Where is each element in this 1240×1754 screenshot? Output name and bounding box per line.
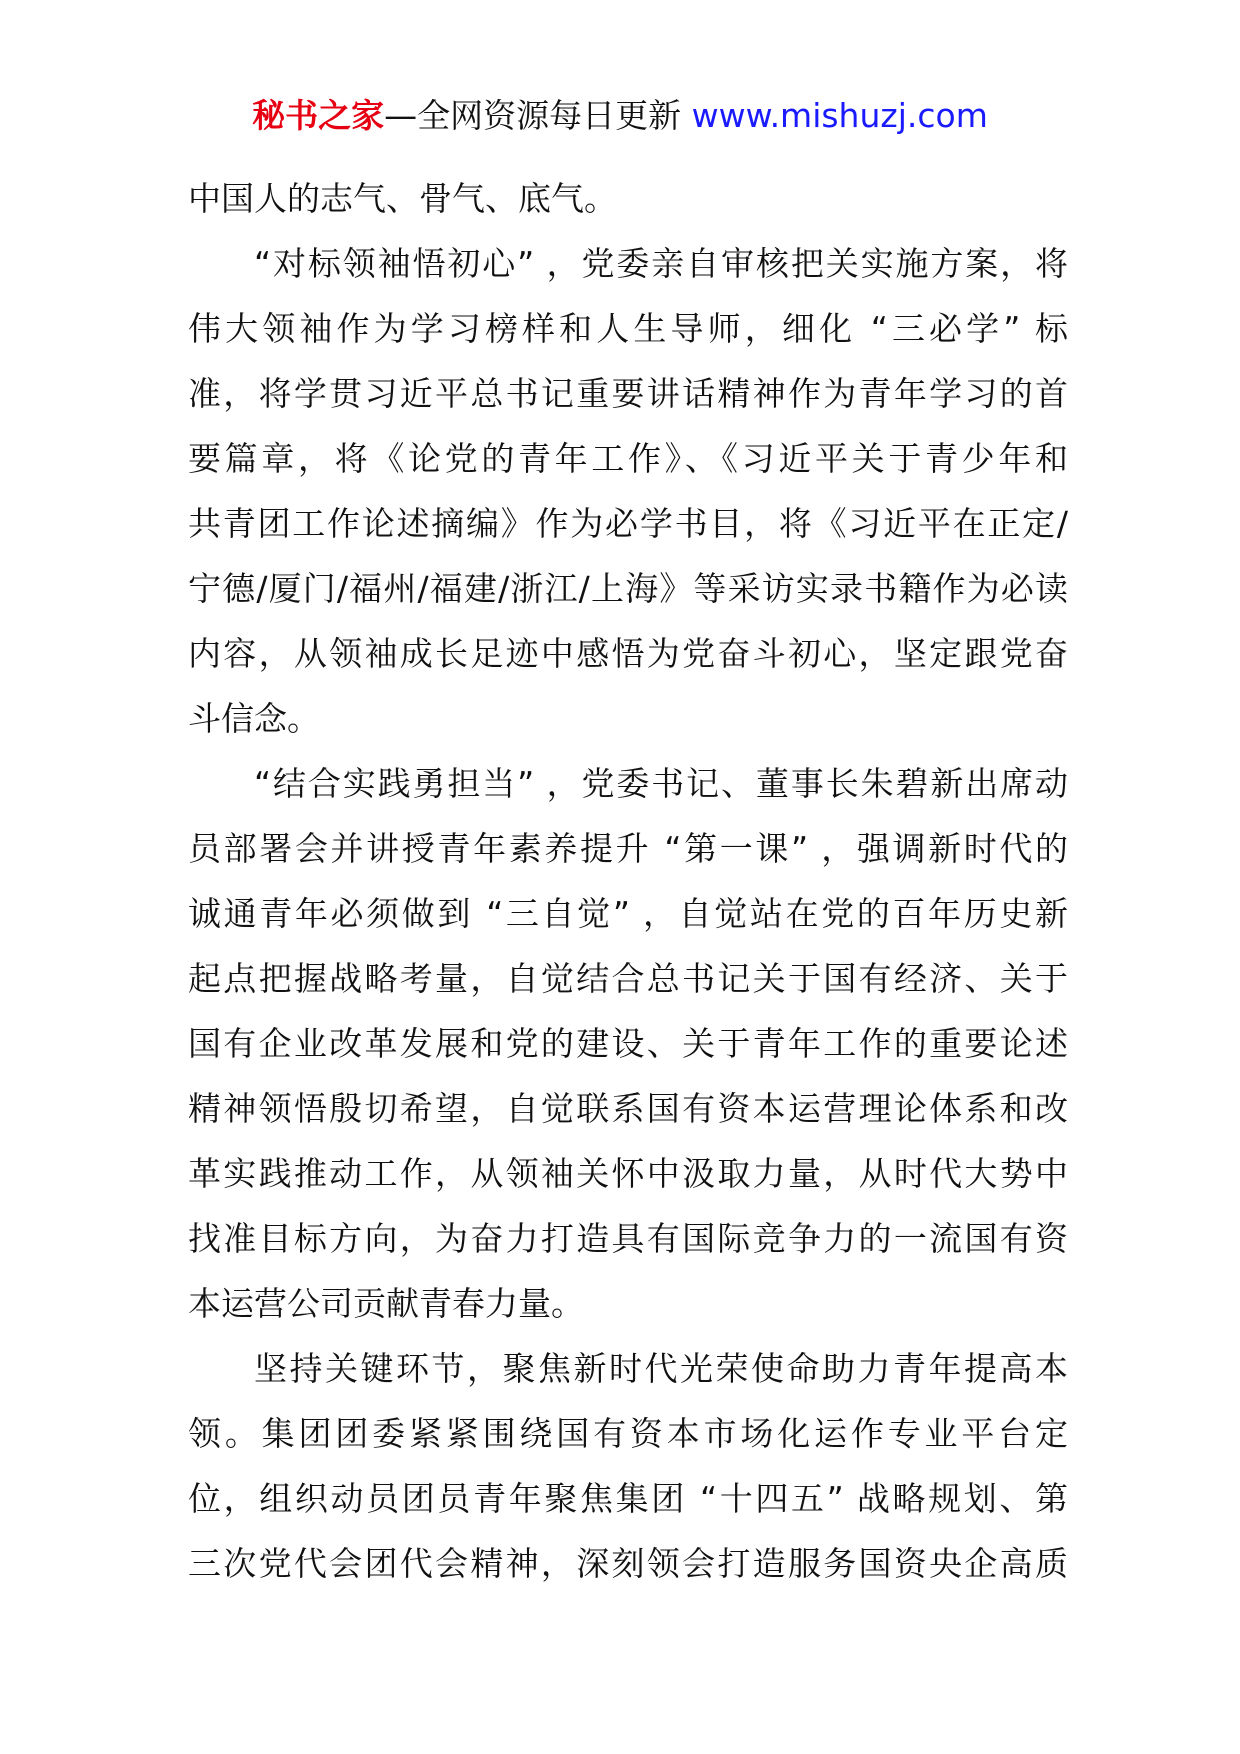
text-line: 员部署会并讲授青年素养提升 “第一课” ，强调新时代的: [188, 829, 1068, 868]
text-line: 国有企业改革发展和党的建设、关于青年工作的重要论述: [188, 1024, 1068, 1063]
text-line: 领。集团团委紧紧围绕国有资本市场化运作专业平台定: [188, 1414, 1068, 1453]
text-line: 要篇章，将《论党的青年工作》、《习近平关于青少年和: [188, 439, 1068, 478]
text-line: 伟大领袖作为学习榜样和人生导师，细化 “三必学” 标: [188, 309, 1068, 348]
text-line: 精神领悟殷切希望，自觉联系国有资本运营理论体系和改: [188, 1089, 1068, 1128]
text-line: 位，组织动员团员青年聚焦集团 “十四五” 战略规划、第: [188, 1479, 1068, 1518]
text-line: 宁德/厦门/福州/福建/浙江/上海》等采访实录书籍作为必读: [188, 569, 1068, 608]
text-line: 三次党代会团代会精神，深刻领会打造服务国资央企高质: [188, 1544, 1068, 1583]
text-line: 本运营公司贡献青春力量。: [188, 1284, 584, 1323]
text-line: 内容，从领袖成长足迹中感悟为党奋斗初心，坚定跟党奋: [188, 634, 1068, 673]
site-url-link[interactable]: www.mishuzj.com: [691, 96, 988, 135]
text-line: 革实践推动工作，从领袖关怀中汲取力量，从时代大势中: [188, 1154, 1068, 1193]
text-line: “结合实践勇担当” ，党委书记、董事长朱碧新出席动: [254, 764, 1068, 803]
text-line: 起点把握战略考量，自觉结合总书记关于国有经济、关于: [188, 959, 1068, 998]
header-tagline: —全网资源每日更新: [384, 96, 692, 135]
brand-name: 秘书之家: [252, 96, 385, 135]
text-line: 斗信念。: [188, 699, 320, 738]
text-line: 共青团工作论述摘编》作为必学书目，将《习近平在正定/: [188, 504, 1068, 543]
text-line: 诚通青年必须做到 “三自觉” ，自觉站在党的百年历史新: [188, 894, 1068, 933]
text-line: 准，将学贯习近平总书记重要讲话精神作为青年学习的首: [188, 374, 1068, 413]
page-header: [0, 94, 1240, 138]
document-body: [188, 166, 1068, 1596]
text-line: “对标领袖悟初心” ，党委亲自审核把关实施方案，将: [254, 244, 1068, 283]
text-line: 中国人的志气、骨气、底气。: [188, 179, 617, 218]
text-line: 坚持关键环节，聚焦新时代光荣使命助力青年提高本: [254, 1349, 1068, 1388]
text-line: 找准目标方向，为奋力打造具有国际竞争力的一流国有资: [188, 1219, 1068, 1258]
